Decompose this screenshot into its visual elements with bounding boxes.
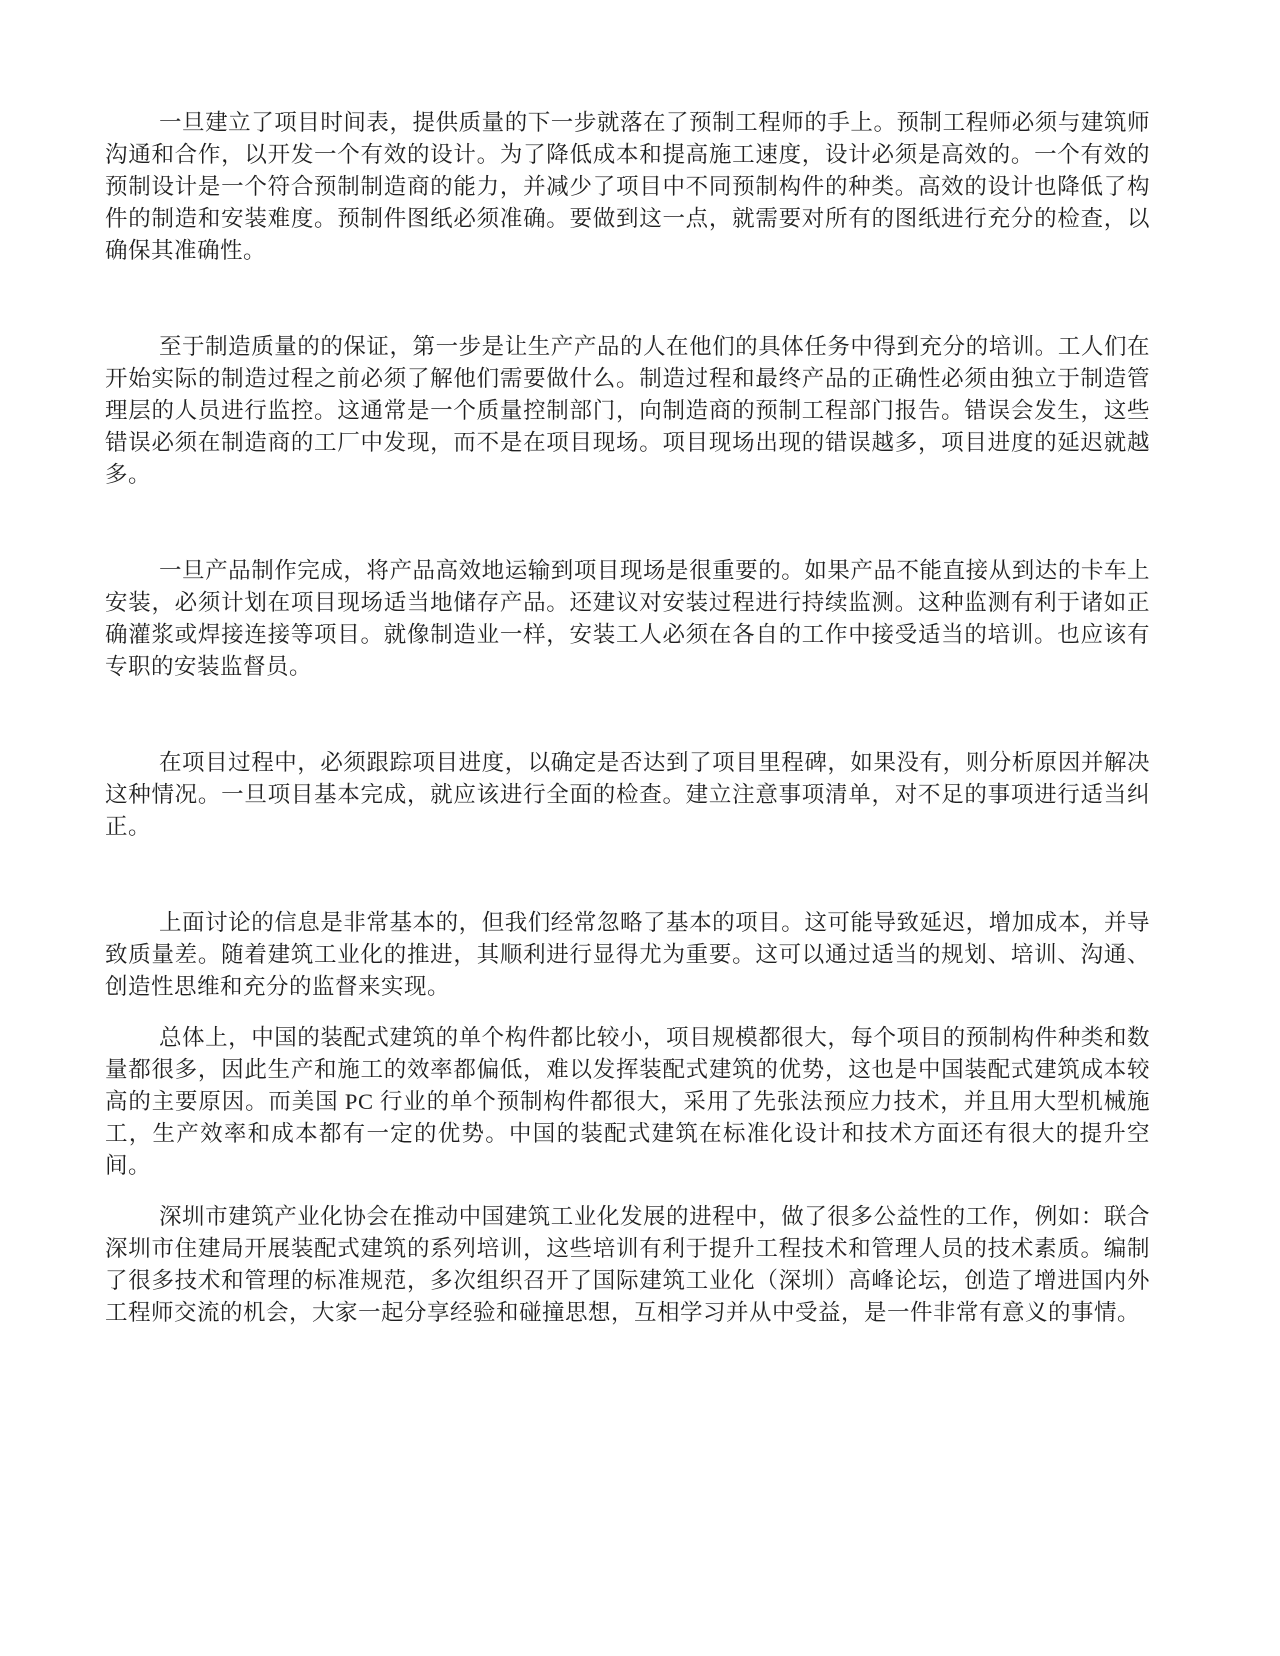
paragraph: 一旦产品制作完成，将产品高效地运输到项目现场是很重要的。如果产品不能直接从到达的卡车上安装，必须计划在项目现场适当地储存产品。还建议对安装过程进行持续监测。这种监测有利于诸如正确灌浆或焊接连接等项目。就像制造业一样，安装工人必须在各自的工作中接受适当的培训。也应该有专职的安装监督员。 bbox=[105, 558, 1150, 679]
paragraph: 总体上，中国的装配式建筑的单个构件都比较小，项目规模都很大，每个项目的预制构件种类和数量都很多，因此生产和施工的效率都偏低，难以发挥装配式建筑的优势，这也是中国装配式建筑成本较高的主要原因。而美国 PC 行业的单个预制构件都很大，采用了先张法预应力技术，并且用大型机械施工，生产效率和成本都有一定的优势。中国的装配式建筑在标准化设计和技术方面还有很大的提升空间。 bbox=[105, 1025, 1150, 1178]
paragraph: 上面讨论的信息是非常基本的，但我们经常忽略了基本的项目。这可能导致延迟，增加成本，并导致质量差。随着建筑工业化的推进，其顺利进行显得尤为重要。这可以通过适当的规划、培训、沟通、创造性思维和充分的监督来实现。 bbox=[105, 910, 1150, 999]
paragraph: 深圳市建筑产业化协会在推动中国建筑工业化发展的进程中，做了很多公益性的工作，例如：联合深圳市住建局开展装配式建筑的系列培训，这些培训有利于提升工程技术和管理人员的技术素质。编制了很多技术和管理的标准规范，多次组织召开了国际建筑工业化（深圳）高峰论坛，创造了增进国内外工程师交流的机会，大家一起分享经验和碰撞思想，互相学习并从中受益，是一件非常有意义的事情。 bbox=[105, 1204, 1150, 1325]
paragraph: 在项目过程中，必须跟踪项目进度，以确定是否达到了项目里程碑，如果没有，则分析原因并解决这种情况。一旦项目基本完成，就应该进行全面的检查。建立注意事项清单，对不足的事项进行适当纠正。 bbox=[105, 750, 1150, 839]
paragraph: 一旦建立了项目时间表，提供质量的下一步就落在了预制工程师的手上。预制工程师必须与建筑师沟通和合作，以开发一个有效的设计。为了降低成本和提高施工速度，设计必须是高效的。一个有效的预制设计是一个符合预制制造商的能力，并减少了项目中不同预制构件的种类。高效的设计也降低了构件的制造和安装难度。预制件图纸必须准确。要做到这一点，就需要对所有的图纸进行充分的检查，以确保其准确性。 bbox=[105, 110, 1150, 263]
document-page bbox=[105, 107, 1150, 1329]
paragraph: 至于制造质量的的保证，第一步是让生产产品的人在他们的具体任务中得到充分的培训。工人们在开始实际的制造过程之前必须了解他们需要做什么。制造过程和最终产品的正确性必须由独立于制造管理层的人员进行监控。这通常是一个质量控制部门，向制造商的预制工程部门报告。错误会发生，这些错误必须在制造商的工厂中发现，而不是在项目现场。项目现场出现的错误越多，项目进度的延迟就越多。 bbox=[105, 334, 1150, 487]
